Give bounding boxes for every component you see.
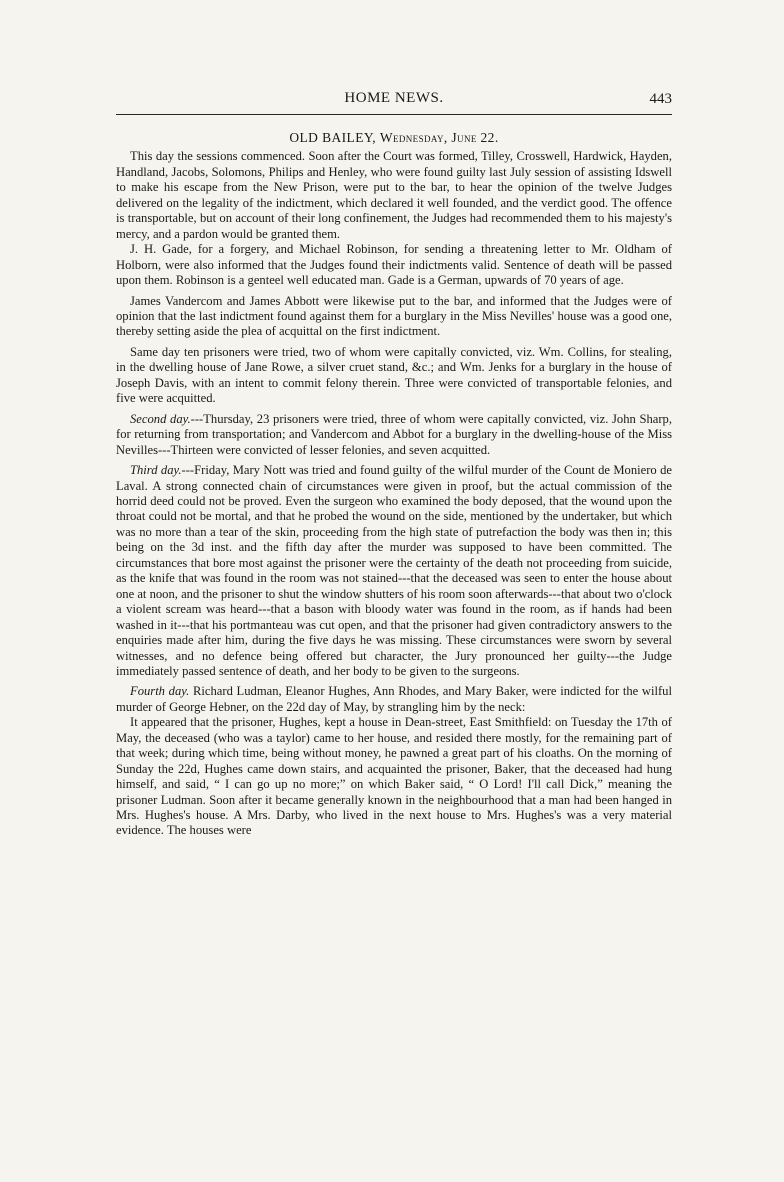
article-paragraph	[116, 149, 672, 242]
article-paragraph	[116, 715, 672, 839]
paragraph-lead: Third day.	[130, 463, 182, 478]
article	[116, 130, 672, 839]
paragraph-text: ---Friday, Mary Nott was tried and found guilty of the wilful murder of the Count de Moniero de Laval. A strong connected chain of circumstances were given in proof, but the actual commission of the horrid deed could not be proved. Even the surgeon who examined the body deposed, that the wound upon the throat could not be mortal, and that he probed the wound on the side, mentioned by the undertaker, but which was no more than a tear of the skin, proceeding from the high state of putrefaction the body was then in; this being on the 3d inst. and the fifth day after the murder was supposed to have been committed. The circumstances that bore most against the prisoner were the certainty of the death not proceeding from suicide, as the knife that was found in the room was not stained---that the deceased was seen to enter the house about one at noon, and the prisoner to shut the window shutters of his room soon afterwards---that about two o'clock a violent scream was heard---that a bason with bloody water was found in the room, as if hands had been washed in it---that his portmanteau was cut open, and that the prisoner had given contradictory answers to the enquiries made after him, during the five days he was missing. These circumstances were sworn by several witnesses, and no defence being offered but character, the Jury pronounced her guilty---the Judge immediately passed sentence of death, and her body to be given to the surgeons.	[116, 463, 672, 678]
paragraph-text: Same day ten prisoners were tried, two of whom were capitally convicted, viz. Wm. Collins, for stealing, in the dwelling house of Jane Rowe, a silver cruet stand, &c.; and Wm. Jenks for a burglary in the house of Joseph Davis, with an intent to commit felony therein. Three were convicted of transportable felonies, and five were acquitted.	[116, 344, 672, 406]
running-head	[116, 90, 672, 112]
paragraph-lead: Fourth day.	[130, 684, 190, 699]
article-heading	[116, 130, 672, 145]
paragraph-lead: Second day.	[130, 411, 191, 426]
article-paragraph	[116, 242, 672, 288]
paragraph-text: J. H. Gade, for a forgery, and Michael Robinson, for sending a threatening letter to Mr. Oldham of Holborn, were also informed that the Judges found their indictments valid. Sentence of death will be passed upon them. Robinson is a genteel well educated man. Gade is a German, upwards of 70 years of age.	[116, 242, 672, 288]
article-paragraph	[116, 345, 672, 407]
paragraph-text: ---Thursday, 23 prisoners were tried, three of whom were capitally convicted, viz. John Sharp, for returning from transportation; and Vandercom and Abbot for a burglary in the dwelling-house of the Miss Nevilles---Thirteen were convicted of lesser felonies, and seven acquitted.	[116, 411, 672, 457]
article-heading-main: OLD BAILEY,	[289, 130, 377, 145]
paragraph-text: James Vandercom and James Abbott were likewise put to the bar, and informed that the Judges were of opinion that the last indictment found against them for a burglary in the Miss Nevilles' house was a good one, thereby setting aside the plea of acquittal on the first indictment.	[116, 293, 672, 339]
page-number: 443	[649, 91, 672, 107]
article-paragraph	[116, 294, 672, 340]
article-body	[116, 149, 672, 838]
header-rule	[116, 114, 672, 115]
paragraph-text: This day the sessions commenced. Soon after the Court was formed, Tilley, Crosswell, Hardwick, Hayden, Handland, Jacobs, Solomons, Philips and Henley, who were found guilty last July session of assisting Idswell to make his escape from the New Prison, were put to the bar, to hear the opinion of the twelve Judges delivered on the legality of the indictment, which declared it well founded, and the verdict good. The offence is transportable, but on account of their long confinement, the Judges had recommended them to his majesty's mercy, and a pardon would be granted them.	[116, 149, 672, 241]
article-paragraph	[116, 412, 672, 458]
running-title: HOME NEWS.	[344, 90, 444, 106]
article-heading-date: Wednesday, June 22.	[379, 130, 499, 145]
article-paragraph	[116, 463, 672, 679]
paragraph-text: Richard Ludman, Eleanor Hughes, Ann Rhodes, and Mary Baker, were indicted for the wilful murder of George Hebner, on the 22d day of May, by strangling him by the neck:	[116, 684, 672, 714]
paragraph-text: It appeared that the prisoner, Hughes, kept a house in Dean-street, East Smithfield: on Tuesday the 17th of May, the deceased (who was a taylor) came to her house, and resided there mostly, for the remaining part of that week; during which time, being without money, he pawned a great part of his cloaths. On the morning of Sunday the 22d, Hughes came down stairs, and acquainted the prisoner, Baker, that the deceased had hung himself, and said, “ I can go up no more;” on which Baker said, “ O Lord! I'll call Dick,” meaning the prisoner Ludman. Soon after it became generally known in the neighbourhood that a man had been hanged in Mrs. Hughes's house. A Mrs. Darby, who lived in the next house to Mrs. Hughes's was a very material evidence. The houses were	[116, 715, 672, 838]
article-paragraph	[116, 684, 672, 715]
